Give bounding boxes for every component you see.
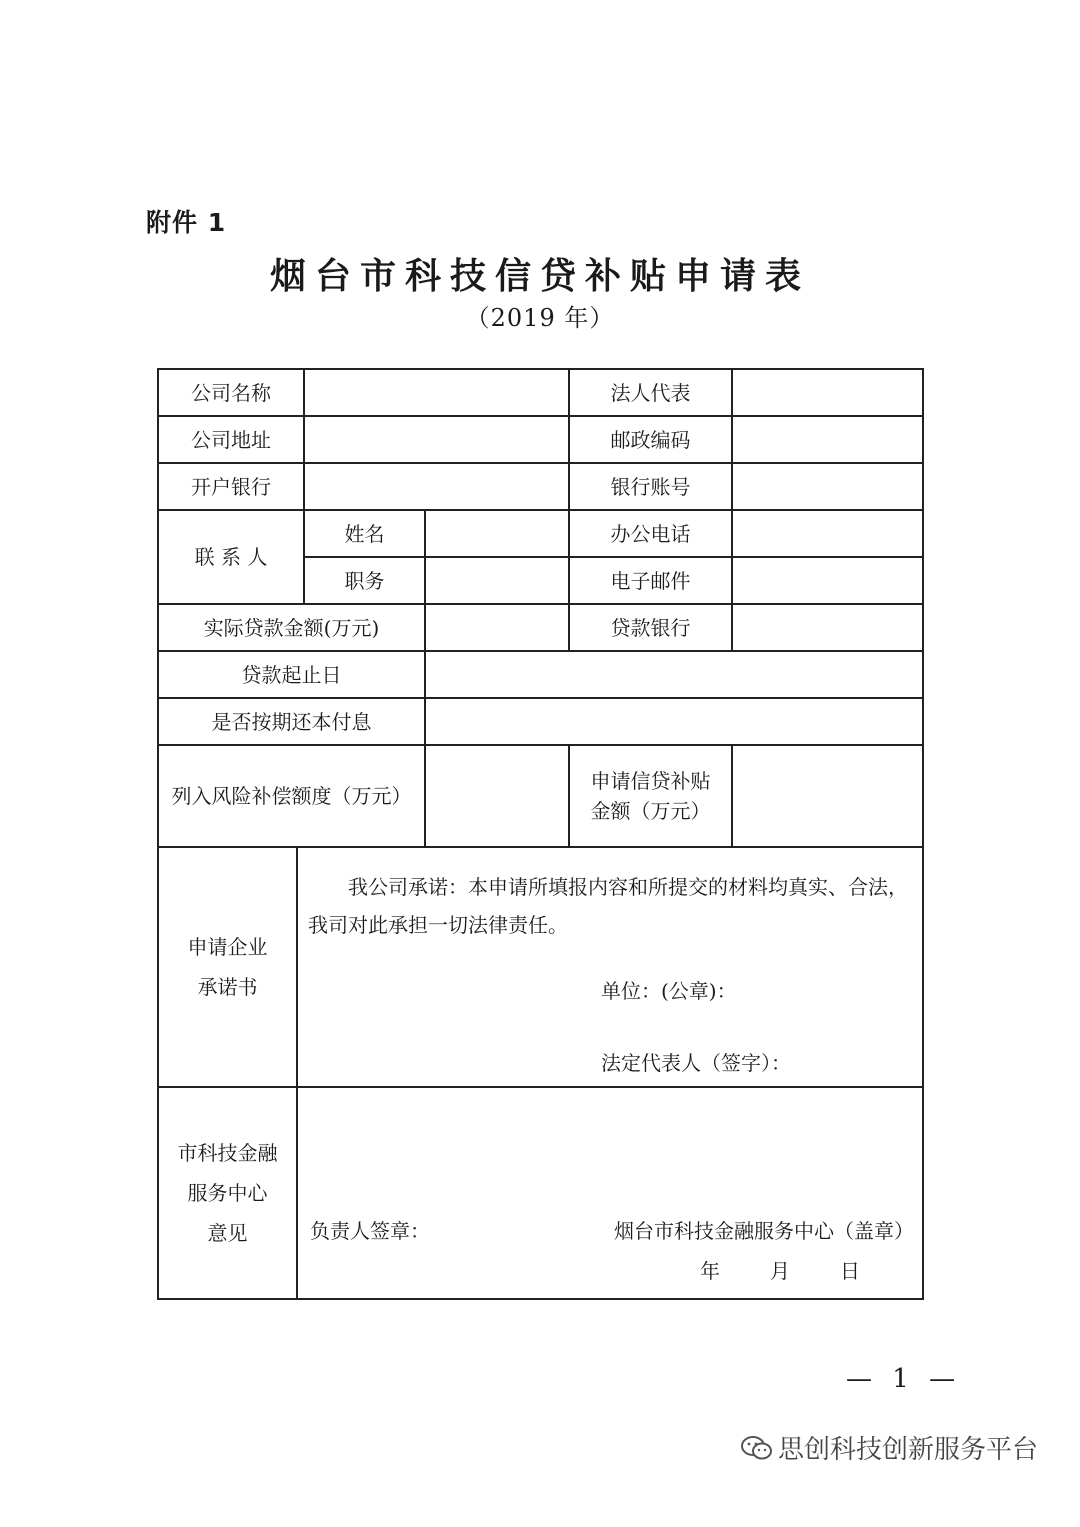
opinion-label-line2: 服务中心 xyxy=(187,1181,268,1205)
commitment-text: 我公司承诺：本申请所填报内容和所提交的材料均真实、合法，我司对此承担一切法律责任。 xyxy=(308,875,908,937)
loan-period-label: 贷款起止日 xyxy=(158,651,425,698)
postal-code-field[interactable] xyxy=(732,416,923,463)
center-seal-label: 烟台市科技金融服务中心（盖章） xyxy=(614,1219,914,1243)
legal-rep-label: 法人代表 xyxy=(569,369,732,416)
table-row xyxy=(158,847,923,1087)
name-field[interactable] xyxy=(425,510,569,557)
responsible-sign-label: 负责人签章： xyxy=(310,1219,430,1243)
repay-on-time-field[interactable] xyxy=(425,698,923,745)
loan-bank-field[interactable] xyxy=(732,604,923,651)
wechat-icon xyxy=(740,1435,774,1461)
watermark xyxy=(740,1429,1038,1466)
application-form-table xyxy=(157,368,924,1300)
commitment-label-line2: 承诺书 xyxy=(197,975,258,999)
company-address-field[interactable] xyxy=(304,416,569,463)
table-row xyxy=(158,745,923,847)
table-row xyxy=(158,369,923,416)
email-field[interactable] xyxy=(732,557,923,604)
commitment-label-line1: 申请企业 xyxy=(187,935,268,959)
actual-loan-field[interactable] xyxy=(425,604,569,651)
position-field[interactable] xyxy=(425,557,569,604)
name-label: 姓名 xyxy=(304,510,425,557)
date-row xyxy=(700,1256,910,1286)
watermark-text: 思创科技创新服务平台 xyxy=(778,1435,1039,1465)
subsidy-amount-label xyxy=(569,745,732,847)
legal-sign-label: 法定代表人（签字）： xyxy=(601,1051,791,1075)
table-row xyxy=(158,698,923,745)
email-label: 电子邮件 xyxy=(569,557,732,604)
opinion-label-line1: 市科技金融 xyxy=(177,1141,278,1165)
bank-account-field[interactable] xyxy=(732,463,923,510)
position-label: 职务 xyxy=(304,557,425,604)
form-title: 烟台市科技信贷补贴申请表 xyxy=(269,255,810,297)
risk-quota-label: 列入风险补偿额度（万元） xyxy=(158,745,425,847)
bank-label: 开户银行 xyxy=(158,463,304,510)
office-phone-label: 办公电话 xyxy=(569,510,732,557)
subsidy-amount-label-line2: 金额（万元） xyxy=(590,799,711,823)
company-address-label: 公司地址 xyxy=(158,416,304,463)
bank-account-label: 银行账号 xyxy=(569,463,732,510)
bank-field[interactable] xyxy=(304,463,569,510)
commitment-label xyxy=(158,847,297,1087)
date-month: 月 xyxy=(770,1259,790,1283)
commitment-box xyxy=(297,847,923,1087)
risk-quota-field[interactable] xyxy=(425,745,569,847)
opinion-label xyxy=(158,1087,297,1299)
actual-loan-label: 实际贷款金额(万元) xyxy=(158,604,425,651)
table-row xyxy=(158,604,923,651)
loan-period-field[interactable] xyxy=(425,651,923,698)
table-row xyxy=(158,1087,923,1299)
postal-code-label: 邮政编码 xyxy=(569,416,732,463)
table-row xyxy=(158,463,923,510)
loan-bank-label: 贷款银行 xyxy=(569,604,732,651)
opinion-label-line3: 意见 xyxy=(207,1221,248,1245)
subsidy-amount-label-line1: 申请信贷补贴 xyxy=(590,769,711,793)
opinion-box xyxy=(297,1087,923,1299)
subsidy-amount-field[interactable] xyxy=(732,745,923,847)
unit-seal-label: 单位：(公章)： xyxy=(601,979,737,1003)
repay-on-time-label: 是否按期还本付息 xyxy=(158,698,425,745)
table-row xyxy=(158,510,923,557)
contact-label: 联 系 人 xyxy=(158,510,304,604)
table-row xyxy=(158,416,923,463)
legal-rep-field[interactable] xyxy=(732,369,923,416)
date-year: 年 xyxy=(700,1259,720,1283)
form-year: （2019 年） xyxy=(465,304,615,332)
company-name-field[interactable] xyxy=(304,369,569,416)
company-name-label: 公司名称 xyxy=(158,369,304,416)
date-day: 日 xyxy=(840,1259,860,1283)
table-row xyxy=(158,651,923,698)
page-number: — 1 — xyxy=(846,1364,962,1394)
office-phone-field[interactable] xyxy=(732,510,923,557)
attachment-label: 附件 1 xyxy=(146,208,227,237)
